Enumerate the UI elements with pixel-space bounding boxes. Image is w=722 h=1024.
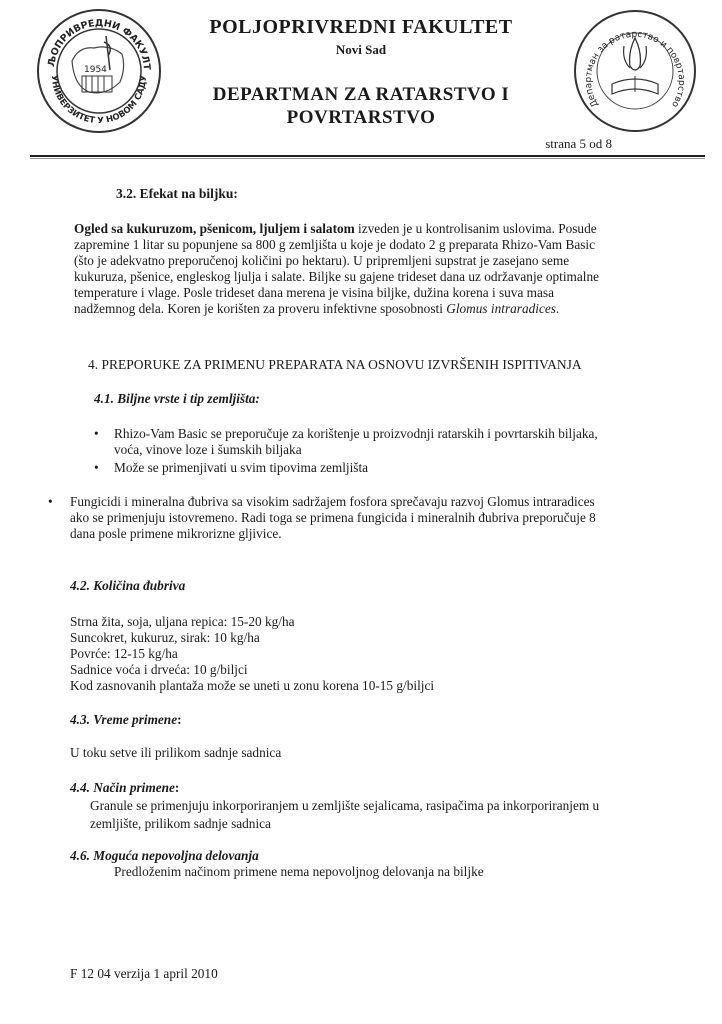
bullet-icon: •	[94, 426, 99, 441]
header-divider-thin	[30, 158, 705, 159]
list-item-line: ako se primenjuju istovremeno. Radi toga se primena fungicida i mineralnih đubriva preporučuje 8	[70, 510, 596, 525]
species-name: Glomus intraradices	[446, 301, 556, 316]
section-4-heading: 4. PREPORUKE ZA PRIMENU PREPARATA NA OSNOVU IZVRŠENIH ISPITIVANJA	[88, 357, 582, 372]
paragraph-line: (što je adekvatno preporučenoj količini po hektaru). U pripremljeni supstrat je zasejano seme	[74, 253, 570, 268]
list-item	[48, 494, 660, 542]
section-4-4-heading	[70, 780, 179, 796]
dosage-line: Povrće: 12-15 kg/ha	[70, 646, 178, 661]
bullet-icon: •	[48, 494, 53, 509]
list-item	[94, 460, 674, 476]
department-title-line2: POVRTARSTVO	[286, 107, 436, 128]
city-subtitle: Novi Sad	[335, 42, 387, 57]
paragraph-line: zapremine 1 litar su popunjene sa 800 g zemljišta u koje je dodato 2 g preparata Rhizo-Vam Basic	[74, 237, 596, 252]
bullet-icon: •	[94, 460, 99, 475]
section-4-3-heading	[70, 712, 182, 728]
list-item	[94, 426, 674, 458]
dosage-line: Suncokret, kukuruz, sirak: 10 kg/ha	[70, 630, 260, 645]
seal-year: 1954	[84, 65, 107, 75]
dosage-line: Strna žita, soja, uljana repica: 15-20 kg/ha	[70, 614, 295, 629]
section-4-6-text: Predloženim načinom primene nema nepovoljnog delovanja na biljke	[114, 864, 484, 879]
page-number: strana 5 od 8	[545, 136, 612, 151]
seal-top-text: ЉОПРИВРЕДНИ ФАКУЛТ	[45, 17, 153, 71]
section-4-1-heading: 4.1. Biljne vrste i tip zemljišta:	[94, 391, 260, 406]
paragraph-end: .	[555, 301, 560, 316]
seal-bottom-text: УНИВЕРЗИТЕТ У НОВОМ САДУ	[48, 74, 150, 127]
department-title-line1: DEPARTMAN ZA RATARSTVO I	[212, 84, 510, 105]
dosage-line: Sadnice voća i drveća: 10 g/biljci	[70, 662, 248, 677]
list-item-line: voća, vinove loze i šumskih biljaka	[114, 442, 302, 457]
section-3-2-heading: 3.2. Efekat na biljku:	[116, 186, 238, 201]
footer-version: F 12 04 verzija 1 april 2010	[70, 966, 218, 981]
heading-colon: :	[174, 780, 180, 795]
paragraph-line: nadžemnog dela. Koren je korišten za proveru infektivne sposobnosti	[74, 301, 447, 316]
paragraph-bold-lead: Ogled sa kukuruzom, pšenicom, ljuljem i salatom	[74, 221, 355, 236]
section-3-2-paragraph	[74, 221, 646, 317]
section-4-2-list	[70, 614, 434, 694]
paragraph-line: zemljište, prilikom sadnje sadnica	[90, 816, 271, 831]
section-4-3-text: U toku setve ili prilikom sadnje sadnica	[70, 745, 282, 760]
paragraph-line: kukuruza, pšenice, engleskog ljulja i salate. Biljke su gajene trideset dana uz održavanje optimalne	[74, 269, 600, 284]
heading-colon: :	[177, 712, 182, 727]
institution-title: POLJOPRIVREDNI FAKULTET	[209, 16, 513, 38]
list-item-line: Može se primenjivati u svim tipovima zemljišta	[114, 460, 369, 475]
header-divider	[30, 155, 705, 157]
paragraph-line: Granule se primenjuju inkorporiranjem u zemljište sejalicama, rasipačima pa inkorporiranjem u	[90, 798, 600, 813]
right-seal-text: Департман за ратарство и повртарство	[583, 29, 687, 109]
dosage-line: Kod zasnovanih plantaža može se uneti u zonu korena 10-15 g/biljci	[70, 678, 435, 693]
section-4-4-title: 4.4. Način primene	[70, 780, 175, 795]
section-4-6-heading: 4.6. Moguća nepovoljna delovanja	[70, 848, 259, 863]
section-4-3-title: 4.3. Vreme primene	[70, 712, 178, 727]
list-item-line: dana posle primene mikrorizne gljivice.	[70, 526, 282, 541]
paragraph-line: izveden je u kontrolisanim uslovima. Posude	[354, 221, 597, 236]
list-item-line: Fungicidi i mineralna đubriva sa visokim sadržajem fosfora sprečavaju razvoj Glomus intraradices	[70, 494, 595, 509]
paragraph-line: temperature i vlage. Posle trideset dana merena je visina biljke, dužina korena i suva masa	[74, 285, 554, 300]
section-4-4-text	[90, 798, 599, 832]
section-4-2-heading: 4.2. Količina đubriva	[70, 578, 186, 593]
list-item-line: Rhizo-Vam Basic se preporučuje za korištenje u proizvodnji ratarskih i povrtarskih biljaka,	[114, 426, 598, 441]
